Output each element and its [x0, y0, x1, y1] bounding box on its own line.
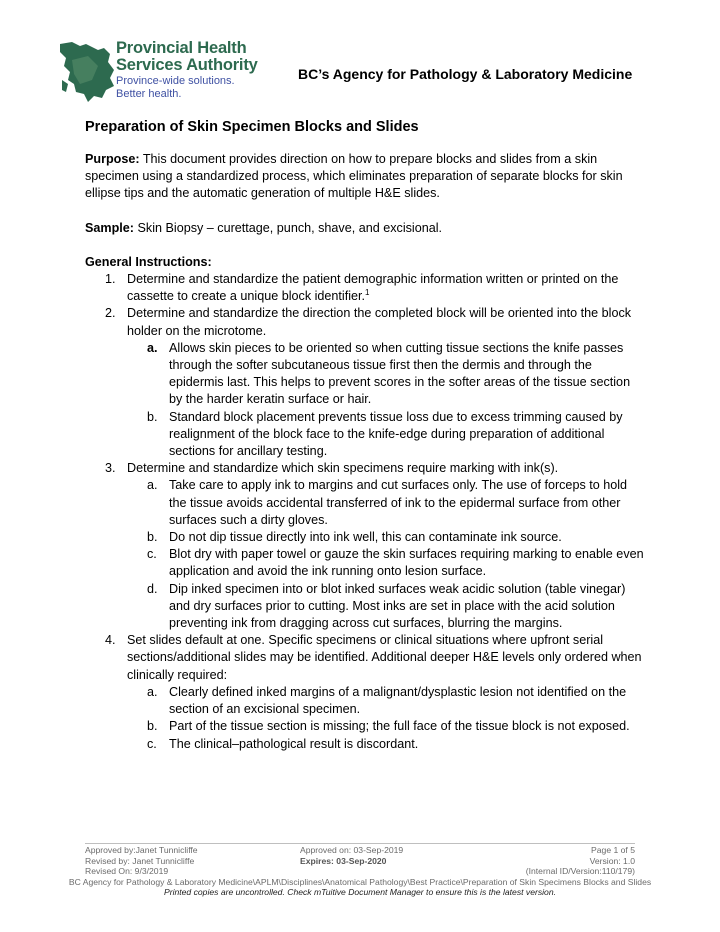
list-number: 1. [105, 272, 116, 287]
list-number: 2. [105, 306, 116, 321]
sub-list-text: Part of the tissue section is missing; the full face of the tissue block is not exposed. [169, 719, 630, 734]
list-text: Determine and standardize which skin specimens require marking with ink(s). [127, 461, 559, 476]
sub-list-letter: d. [147, 581, 158, 596]
sub-list-item [85, 684, 645, 718]
logo-name-line2: Services Authority [116, 56, 258, 74]
purpose-text: This document provides direction on how to prepare blocks and slides from a skin specimen using a standardized process, which eliminates preparation of separate blocks for skin ellipse tips and the automatic generation of multiple H&E slides. [85, 152, 623, 201]
logo-name-line1: Provincial Health [116, 39, 247, 57]
sub-list [127, 684, 645, 753]
footnote-ref: 1 [365, 288, 370, 298]
list-item [85, 632, 645, 752]
list-item [85, 305, 645, 460]
sample-paragraph [85, 220, 645, 237]
sub-list-text: Dip inked specimen into or blot inked surfaces weak acidic solution (table vinegar) and dry surfaces prior to cutting. Most inks are set in place with the acid solution preventing ink from dragging across cut surfaces, blurring the margins. [169, 581, 626, 631]
instructions-list [85, 271, 645, 753]
sub-list-item [85, 529, 645, 546]
sub-list-item [85, 718, 645, 735]
sub-list [127, 477, 645, 632]
sub-list-text: Clearly defined inked margins of a malignant/dysplastic lesion not identified on the section of an excisional specimen. [169, 684, 627, 717]
sub-list-letter: a. [147, 684, 158, 699]
sub-list-item [85, 477, 645, 529]
sub-list-text: Do not dip tissue directly into ink well, this can contaminate ink source. [169, 530, 562, 545]
list-text: Determine and standardize the direction the completed block will be oriented into the block holder on the microtome. [127, 306, 632, 338]
sub-list-item [85, 340, 645, 409]
revised-by: Revised by: Janet Tunnicliffe [85, 855, 195, 866]
document-footer [68, 845, 652, 898]
sub-list-text: Standard block placement prevents tissue loss due to excess trimming caused by realignment of the block face to the knife-edge during preparation of additional sections for ancillary testing. [169, 409, 623, 459]
document-path: BC Agency for Pathology & Laboratory Medicine\APLM\Disciplines\Anatomical Pathology\Best Practice\Preparation of Skin Specimens Blocks and Slides [68, 876, 652, 887]
sub-list-item [85, 736, 645, 753]
bc-map-icon [58, 40, 118, 104]
general-instructions-heading: General Instructions: [85, 254, 212, 269]
page-number: Page 1 of 5 [591, 845, 635, 855]
revised-on: Revised On: 9/3/2019 [85, 866, 169, 877]
sub-list-letter: c. [147, 736, 157, 751]
agency-heading: BC’s Agency for Pathology & Laboratory Medicine [298, 66, 633, 82]
footer-divider [85, 843, 635, 844]
list-text: Determine and standardize the patient demographic information written or printed on the cassette to create a unique block identifier. [127, 272, 619, 304]
sub-list-letter: c. [147, 547, 157, 562]
document-body [85, 118, 645, 753]
sub-list-letter: a. [147, 340, 158, 355]
sub-list-item [85, 546, 645, 580]
internal-id: (Internal ID/Version:110/179) [525, 866, 635, 877]
uncontrolled-copy-note: Printed copies are uncontrolled. Check mTuitive Document Manager to ensure this is the latest version. [163, 887, 556, 898]
approved-on: Approved on: 03-Sep-2019 [300, 845, 404, 855]
list-item [85, 460, 645, 632]
list-number: 4. [105, 633, 116, 648]
sub-list-letter: a. [147, 478, 158, 493]
purpose-paragraph [85, 151, 645, 203]
sub-list-text: Allows skin pieces to be oriented so when cutting tissue sections the knife passes through the softer subcutaneous tissue first then the dermis and through the epidermis last. This helps to prevent scores in the softer areas of the tissue section by the harder keratin surface or hair. [169, 340, 631, 407]
document-title: Preparation of Skin Specimen Blocks and Slides [85, 119, 419, 135]
approved-by: Approved by:Janet Tunnicliffe [85, 845, 198, 855]
list-text: Set slides default at one. Specific specimens or clinical situations where upfront serial sections/additional slides may be identified. Additional deeper H&E levels only ordered when clinically required: [127, 633, 642, 682]
sub-list [127, 340, 645, 460]
list-number: 3. [105, 461, 116, 476]
phsa-logo [58, 40, 268, 104]
list-item [85, 271, 645, 305]
sub-list-text: The clinical–pathological result is discordant. [169, 736, 419, 751]
purpose-label: Purpose: [85, 152, 140, 166]
sub-list-text: Take care to apply ink to margins and cut surfaces only. The use of forceps to hold the tissue avoids accidental transferred of ink to the epidermal surface from other surfaces such a dirty gloves. [169, 478, 628, 527]
logo-tag-line2: Better health. [116, 88, 182, 100]
sample-label: Sample: [85, 220, 134, 235]
sub-list-letter: b. [147, 409, 158, 424]
expires: Expires: 03-Sep-2020 [300, 855, 387, 866]
logo-tag-line1: Province-wide solutions. [116, 75, 235, 87]
sub-list-item [85, 409, 645, 461]
sub-list-text: Blot dry with paper towel or gauze the skin surfaces requiring marking to enable even application and avoid the ink running onto lesion surface. [169, 547, 644, 579]
sub-list-letter: b. [147, 719, 158, 734]
version: Version: 1.0 [589, 855, 635, 866]
sample-text: Skin Biopsy – curettage, punch, shave, and excisional. [134, 220, 443, 235]
sub-list-item [85, 581, 645, 633]
sub-list-letter: b. [147, 530, 158, 545]
